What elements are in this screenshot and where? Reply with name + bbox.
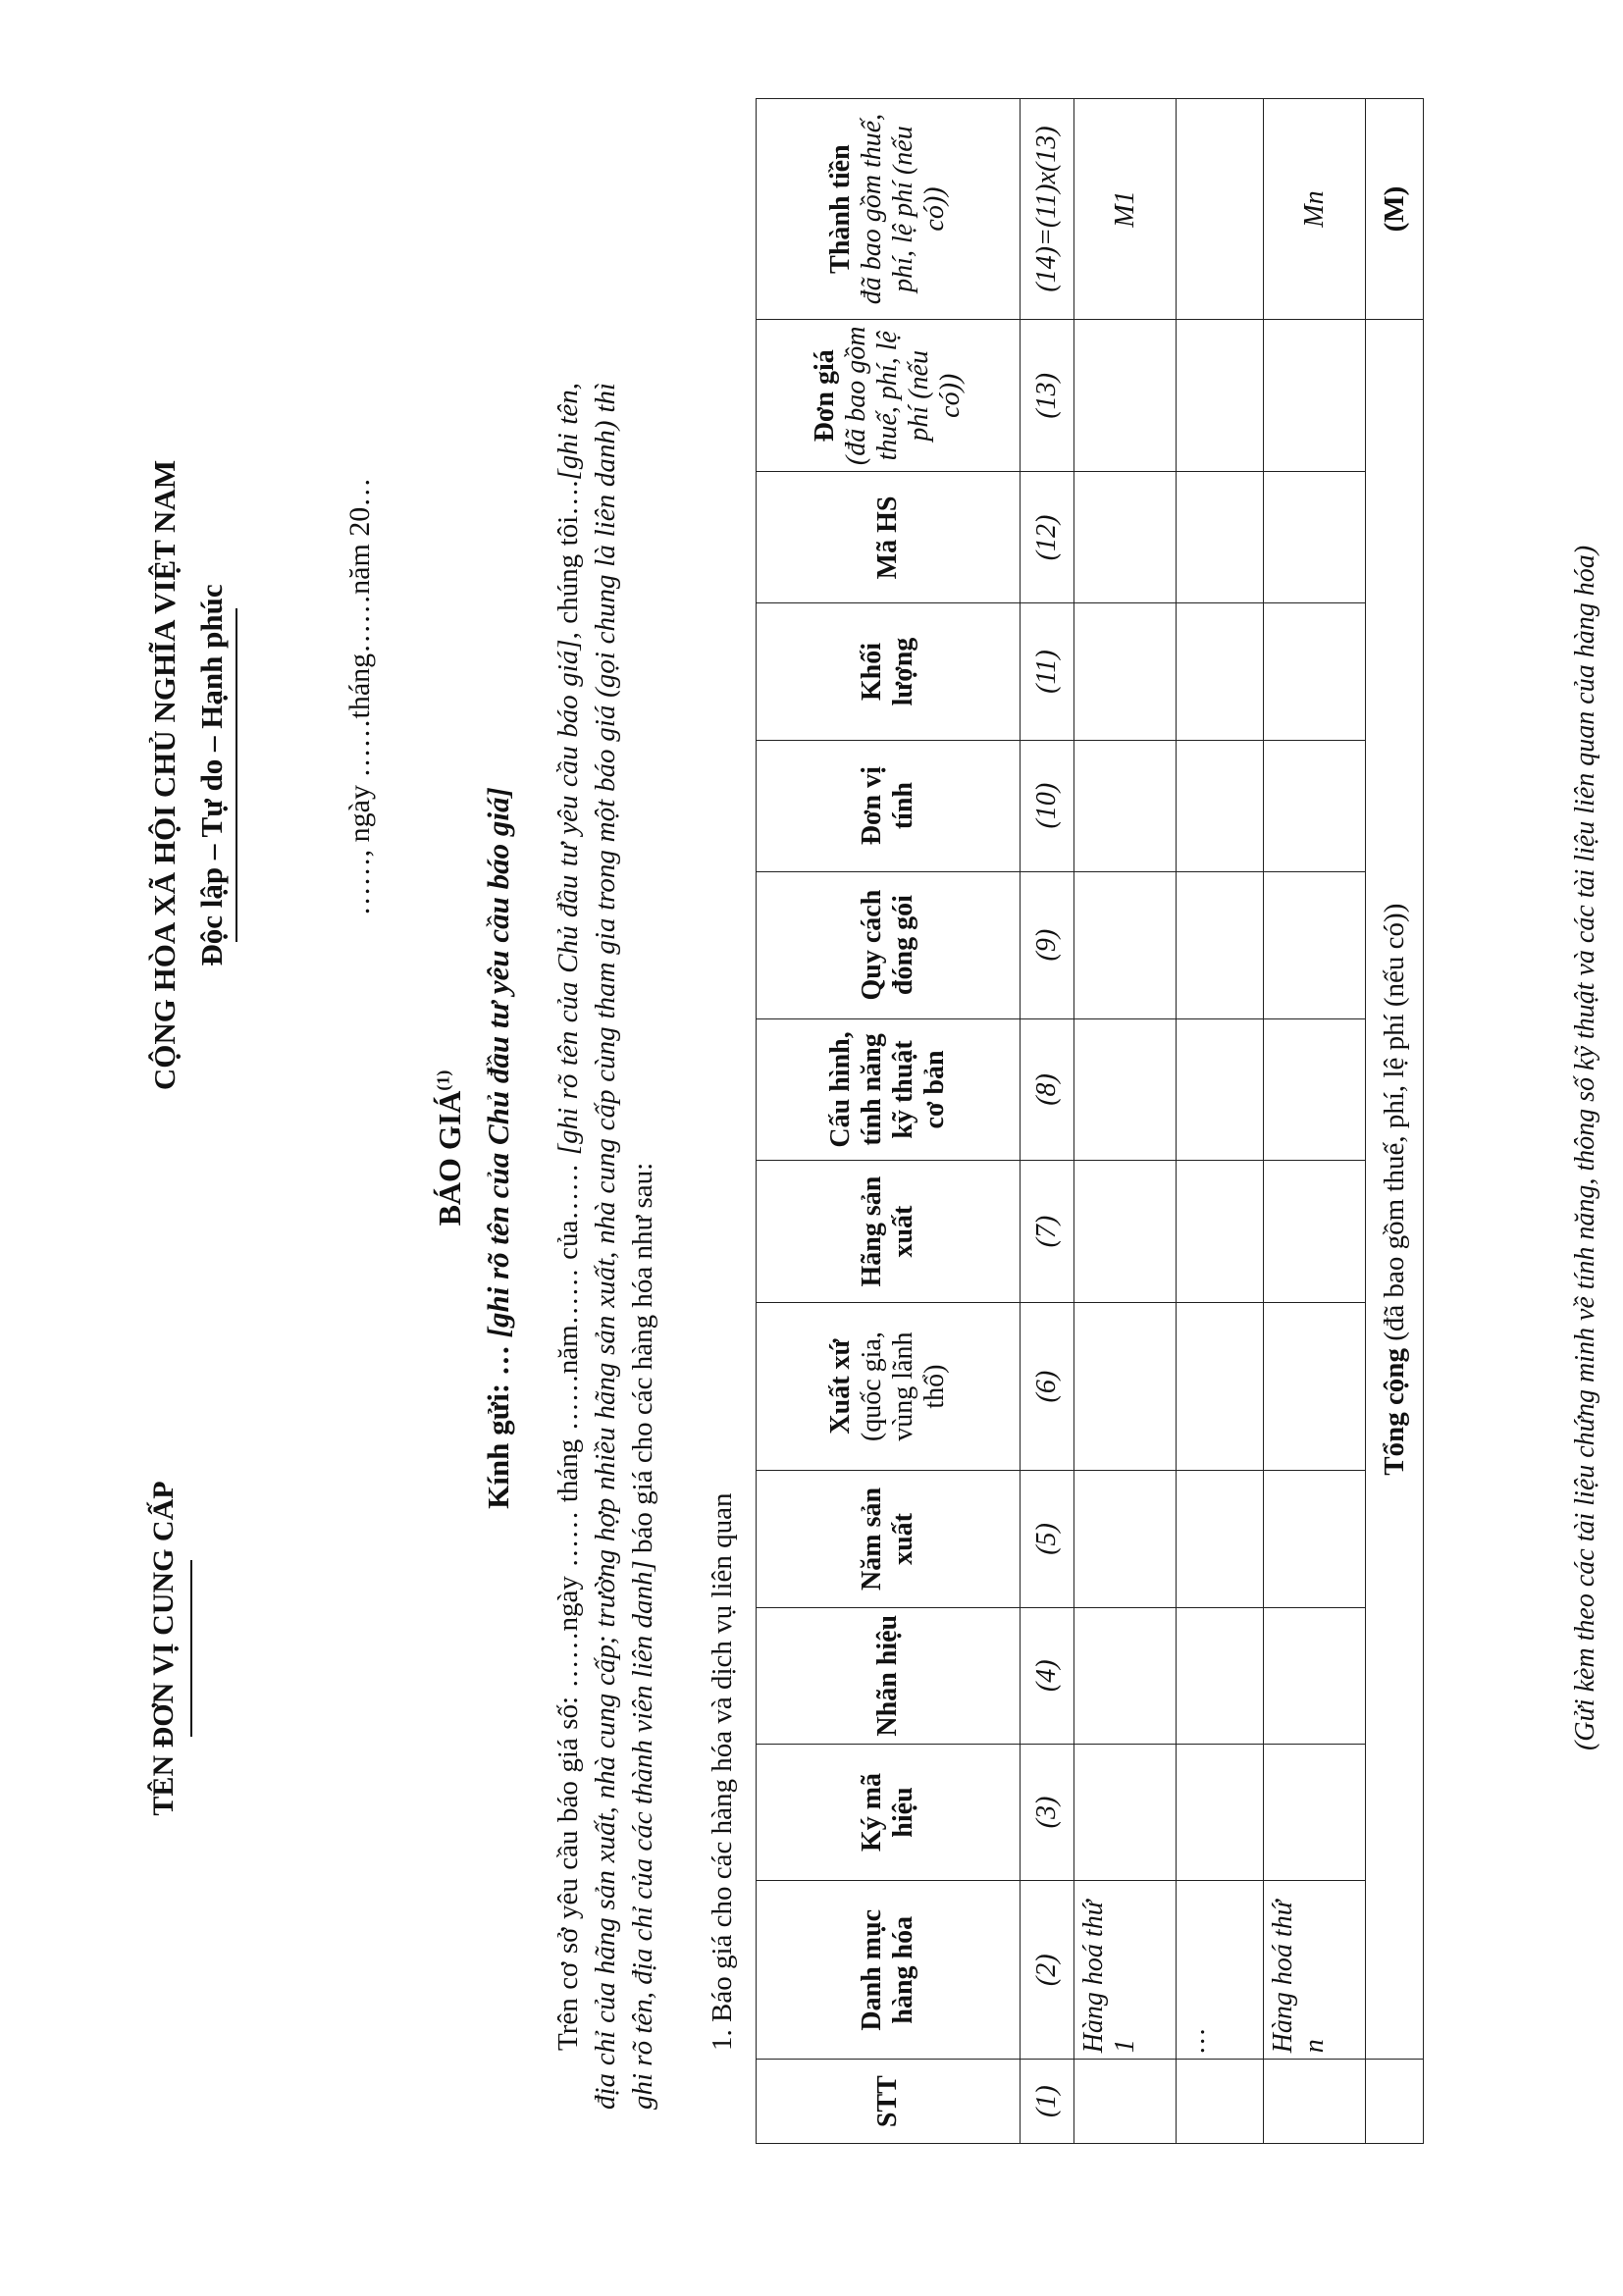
header-nhan-hieu: Nhãn hiệu xyxy=(757,1607,1021,1744)
cell-empty xyxy=(1366,2060,1424,2144)
cell-empty xyxy=(1177,1161,1264,1303)
header-thanh-tien-label: Thành tiền xyxy=(825,144,856,274)
cell-empty xyxy=(1177,1744,1264,1880)
cell-empty xyxy=(1177,740,1264,871)
cell-stt xyxy=(1074,2060,1177,2144)
cell-empty xyxy=(1177,320,1264,472)
total-row xyxy=(1366,99,1424,2144)
table-row xyxy=(1177,99,1264,2144)
header-nam-san-xuat: Năm sản xuất xyxy=(757,1471,1021,1607)
org-name: TÊN ĐƠN VỊ CUNG CẤP xyxy=(147,1481,180,1816)
header-don-vi-tinh: Đơn vị tính xyxy=(757,740,1021,871)
col-number: (13) xyxy=(1021,320,1074,472)
col-number: (1) xyxy=(1021,2060,1074,2144)
col-number: (2) xyxy=(1021,1881,1074,2060)
header-don-gia xyxy=(757,320,1021,472)
cell-subtotal: M1 xyxy=(1074,99,1177,320)
cell-empty xyxy=(1264,472,1366,603)
column-number-row xyxy=(1021,99,1074,2144)
header-khoi-luong: Khối lượng xyxy=(757,603,1021,740)
cell-item-name: Hàng hoá thứ n xyxy=(1264,1881,1366,2060)
cell-empty xyxy=(1264,1607,1366,1744)
cell-empty xyxy=(1074,871,1177,1018)
cell-empty xyxy=(1074,320,1177,472)
cell-empty xyxy=(1074,603,1177,740)
recipient-prefix: Kính gửi: … xyxy=(481,1345,515,1509)
section-1-heading: 1. Báo giá cho các hàng hóa và dịch vụ liên quan xyxy=(707,1492,738,2051)
col-number: (10) xyxy=(1021,740,1074,871)
recipient-placeholder: [ghi rõ tên của Chủ đầu tư yêu cầu báo giá] xyxy=(481,787,515,1338)
header-cau-hinh: Cấu hình, tính năng kỹ thuật cơ bản xyxy=(757,1018,1021,1161)
cell-empty xyxy=(1177,1018,1264,1161)
cell-empty xyxy=(1264,740,1366,871)
col-number: (9) xyxy=(1021,871,1074,1018)
title-footnote: (1) xyxy=(433,1070,453,1091)
col-number: (14)=(11)x(13) xyxy=(1021,99,1074,320)
header-danh-muc: Danh mục hàng hóa xyxy=(757,1881,1021,2060)
cell-empty xyxy=(1177,99,1264,320)
total-label-cell xyxy=(1366,320,1424,2060)
cell-empty xyxy=(1074,1302,1177,1470)
intro-paragraph xyxy=(550,383,661,2110)
cell-empty xyxy=(1177,1471,1264,1607)
cell-empty xyxy=(1177,1607,1264,1744)
quotation-table xyxy=(756,98,1424,2144)
header-quy-cach: Quy cách đóng gói xyxy=(757,871,1021,1018)
header-don-gia-label: Đơn giá xyxy=(810,349,840,443)
col-number: (6) xyxy=(1021,1302,1074,1470)
cell-empty xyxy=(1264,603,1366,740)
cell-empty xyxy=(1264,1471,1366,1607)
header-thanh-tien xyxy=(757,99,1021,320)
cell-stt xyxy=(1177,2060,1264,2144)
table-header-row xyxy=(757,99,1021,2144)
intro-part3: , chúng tôi…. xyxy=(552,480,584,640)
intro-part5: báo giá cho các hàng hóa như sau: xyxy=(627,1162,658,1561)
attachment-note: (Gửi kèm theo các tài liệu chứng minh về tính năng, thông số kỹ thuật và các tài liệu liên quan của hàng hóa) xyxy=(1570,545,1600,1751)
cell-empty xyxy=(1177,871,1264,1018)
header-don-gia-note: (đã bao gồm thuế, phí, lệ phí (nếu có)) xyxy=(841,326,966,466)
cell-empty xyxy=(1074,1471,1177,1607)
cell-empty xyxy=(1264,1302,1366,1470)
cell-empty xyxy=(1264,1161,1366,1303)
col-number: (7) xyxy=(1021,1161,1074,1303)
cell-empty xyxy=(1177,1302,1264,1470)
col-number: (4) xyxy=(1021,1607,1074,1744)
cell-empty xyxy=(1074,472,1177,603)
national-header xyxy=(147,334,237,1217)
header-stt: STT xyxy=(757,2060,1021,2144)
cell-empty xyxy=(1074,1607,1177,1744)
cell-empty xyxy=(1264,871,1366,1018)
cell-empty xyxy=(1264,1018,1366,1161)
cell-subtotal: Mn xyxy=(1264,99,1366,320)
cell-item-name: … xyxy=(1177,1881,1264,2060)
recipient-line xyxy=(481,0,516,2296)
date-line: ……, ngày ……tháng……năm 20… xyxy=(343,477,376,916)
col-number: (12) xyxy=(1021,472,1074,603)
cell-stt xyxy=(1264,2060,1366,2144)
col-number: (5) xyxy=(1021,1471,1074,1607)
col-number: (11) xyxy=(1021,603,1074,740)
intro-part2: [ghi rõ tên của Chủ đầu tư yêu cầu báo giá] xyxy=(552,639,584,1156)
col-number: (8) xyxy=(1021,1018,1074,1161)
cell-empty xyxy=(1074,1744,1177,1880)
header-xuat-xu-label: Xuất xứ xyxy=(825,1338,856,1435)
motto-underline xyxy=(236,608,237,942)
header-hang-san-xuat: Hãng sản xuất xyxy=(757,1161,1021,1303)
total-note: (đã bao gồm thuế, phí, lệ phí (nếu có)) xyxy=(1378,903,1410,1349)
intro-part4: [ghi tên, địa chỉ của hãng sản xuất, nhà cung cấp; trường hợp nhiều hãng sản xuất, nhà cung cấp cùng tham gia trong một báo giá (gọi chung là liên danh) thì ghi rõ tên, địa chỉ của các thành viên liên danh] xyxy=(552,383,658,2110)
document-title xyxy=(432,0,468,2296)
quotation-table-wrapper xyxy=(756,98,1424,2144)
cell-empty xyxy=(1264,320,1366,472)
org-header xyxy=(147,1393,192,1904)
cell-empty xyxy=(1074,1018,1177,1161)
total-value: (M) xyxy=(1378,185,1410,233)
header-thanh-tien-note: đã bao gồm thuế, phí, lệ phí (nếu có)) xyxy=(857,113,950,305)
cell-item-name: Hàng hoá thứ 1 xyxy=(1074,1881,1177,2060)
cell-empty xyxy=(1264,1744,1366,1880)
cell-empty xyxy=(1177,472,1264,603)
header-xuat-xu xyxy=(757,1302,1021,1470)
intro-part1: Trên cơ sở yêu cầu báo giá số: ……ngày …… tháng ……năm…… của…… xyxy=(552,1163,584,2051)
title-text: BÁO GIÁ xyxy=(432,1090,467,1226)
cell-empty xyxy=(1074,1161,1177,1303)
total-label: Tổng cộng xyxy=(1378,1348,1410,1476)
org-underline xyxy=(190,1560,192,1737)
cell-empty xyxy=(1074,740,1177,871)
header-ky-ma-hieu: Ký mã hiệu xyxy=(757,1744,1021,1880)
table-row xyxy=(1264,99,1366,2144)
table-row xyxy=(1074,99,1177,2144)
header-xuat-xu-note: (quốc gia, vùng lãnh thổ) xyxy=(857,1331,950,1442)
col-number: (3) xyxy=(1021,1744,1074,1880)
country-name: CỘNG HÒA XÃ HỘI CHỦ NGHĨA VIỆT NAM xyxy=(147,459,182,1091)
national-motto: Độc lập – Tự do – Hạnh phúc xyxy=(194,584,229,966)
total-value-cell xyxy=(1366,99,1424,320)
cell-empty xyxy=(1177,603,1264,740)
header-ma-hs: Mã HS xyxy=(757,472,1021,603)
